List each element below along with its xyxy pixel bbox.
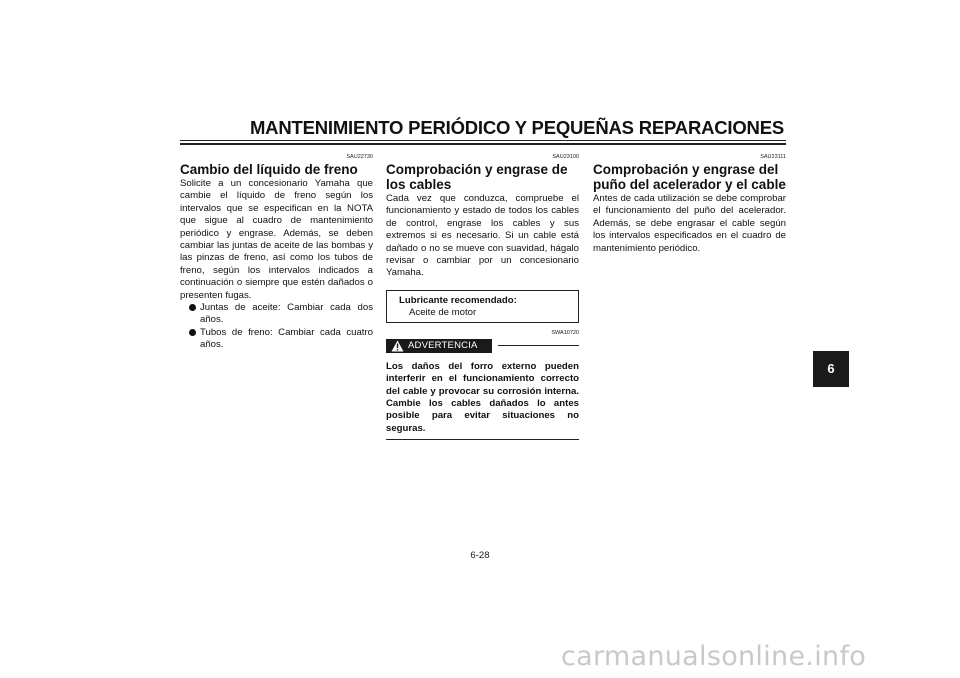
list-item <box>180 302 373 327</box>
bullet-list <box>180 302 373 352</box>
section-title: Comprobación y engrase del puño del acelerador y el cable <box>593 162 786 192</box>
list-item <box>180 327 373 352</box>
warning-triangle-icon <box>391 340 404 352</box>
chapter-title: MANTENIMIENTO PERIÓDICO Y PEQUEÑAS REPARACIONES <box>249 117 784 138</box>
section-code: SAU22730 <box>346 154 373 160</box>
section-brake-fluid <box>180 153 373 352</box>
list-item-text: Juntas de aceite: Cambiar cada dos años. <box>200 302 373 326</box>
page-number: 6-28 <box>470 550 490 561</box>
section-title: Cambio del líquido de freno <box>180 162 358 177</box>
section-throttle <box>593 153 786 255</box>
bullet-icon <box>189 304 196 311</box>
section-code: SAU23100 <box>552 154 579 160</box>
section-body: Antes de cada utilización se debe comprobar el funcionamiento del puño del acelerador. Además, se debe engrasar el cable según los intervalos especificados en el cuadro de mantenimiento periódico. <box>593 193 786 254</box>
section-body: Cada vez que conduzca, compruebe el funcionamiento y estado de todos los cables de control, engrase los cables y sus extremos si es necesario. Si un cable está dañado o no se mueve con suavidad, hágalo revisar o cambiar por un concesionario Yamaha. <box>386 193 579 279</box>
warning-label: ADVERTENCIA <box>408 339 478 351</box>
section-title: Comprobación y engrase de los cables <box>386 162 568 192</box>
warning-code: SWA10720 <box>551 329 579 336</box>
section-code: SAU23111 <box>760 154 786 160</box>
chapter-tab: 6 <box>813 351 849 387</box>
lubricant-label: Lubricante recomendado: <box>399 294 517 306</box>
lubricant-value: Aceite de motor <box>409 306 477 318</box>
section-body: Solicite a un concesionario Yamaha que cambie el líquido de freno según los intervalos que se especifican en la NOTA que sigue al cuadro de mantenimiento periódico y engrase. Además, se deben cambiar las juntas de aceite de las bombas y las pinzas de freno, así como los tubos de freno, según los intervalos indicados a continuación o siempre que estén dañados o presenten fugas. <box>180 178 373 301</box>
watermark: carmanualsonline.info <box>561 641 867 672</box>
header-rule-thin <box>180 140 786 141</box>
warning-badge <box>386 339 492 353</box>
section-cables <box>386 153 579 440</box>
bullet-icon <box>189 329 196 336</box>
warning-rule <box>498 345 579 346</box>
header-rule-thick <box>180 143 786 145</box>
warning-text: Los daños del forro externo pueden interferir en el funcionamiento correcto del cable y provocar su corrosión interna. Cambie los cables dañados lo antes posible para evitar situaciones no seguras. <box>386 360 579 434</box>
warning-bottom-rule <box>386 439 579 440</box>
lubricant-box <box>386 290 579 323</box>
warning-header <box>386 339 579 353</box>
list-item-text: Tubos de freno: Cambiar cada cuatro años. <box>200 326 373 351</box>
